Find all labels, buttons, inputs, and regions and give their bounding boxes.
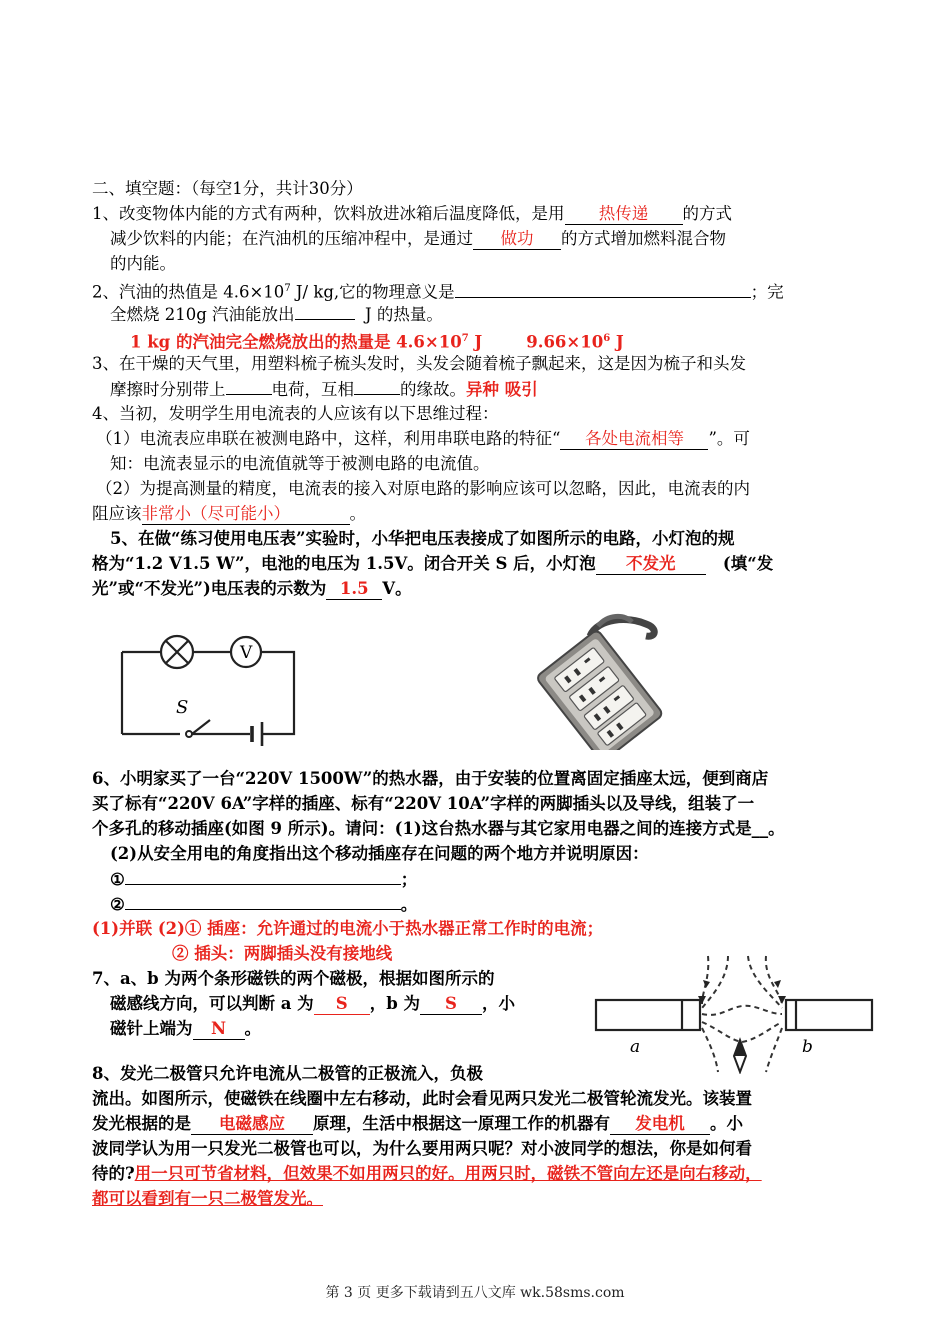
q4-answer-2: 非常小（尽可能小） xyxy=(142,504,350,525)
q6-blank-2-line: ② 。 xyxy=(110,895,418,914)
q3-answer: 异种 吸引 xyxy=(466,380,538,399)
q6-line4: (2)从安全用电的角度指出这个移动插座存在问题的两个地方并说明原因： xyxy=(110,844,649,863)
circuit-diagram xyxy=(112,622,307,752)
q1-answer-1: 热传递 xyxy=(565,204,683,225)
q3-line1: 3、在干燥的天气里，用塑料梳子梳头发时，头发会随着梳子飘起来，这是因为梳子和头发 xyxy=(92,354,746,373)
q3-line2: 摩擦时分别带上 电荷，互相 的缘故。异种 吸引 xyxy=(110,380,538,399)
magnet-b xyxy=(786,1000,872,1030)
q8-line5: 待的?用一只可节省材料，但效果不如用两只的好。用两只时，磁铁不管向左还是向右移动， xyxy=(92,1164,762,1183)
q5-line3: 光”或“不发光”)电压表的示数为 1.5 V。 xyxy=(92,579,412,598)
q7-answer-b: S xyxy=(420,994,482,1015)
q4-part2: （2）为提高测量的精度，电流表的接入对原电路的影响应该可以忽略，因此，电流表的内 xyxy=(96,479,750,498)
q8-answer-2: 发电机 xyxy=(610,1114,710,1135)
power-strip-image xyxy=(528,612,668,750)
q7-answer-a: S xyxy=(314,994,370,1015)
q6-answer-1: (1)并联 (2)① 插座：允许通过的电流小于热水器正常工作时的电流； xyxy=(92,919,604,938)
q4-part1: （1）电流表应串联在被测电路中，这样，利用串联电路的特征“ 各处电流相等 ”。可 xyxy=(96,429,750,448)
q6-blank-1-line: ① ； xyxy=(110,870,418,889)
q7-line2: 磁感线方向，可以判断 a 为 S ，b 为 S ，小 xyxy=(110,994,515,1013)
q4-answer-1: 各处电流相等 xyxy=(560,429,708,450)
voltmeter-label: V xyxy=(240,643,253,663)
q4-part2-cont: 阻应该非常小（尽可能小） 。 xyxy=(92,504,366,523)
q2-blank-2 xyxy=(295,303,355,320)
label-b: b xyxy=(802,1037,813,1057)
q7-line1: 7、a、b 为两个条形磁铁的两个磁极，根据如图所示的 xyxy=(92,969,495,988)
switch-lever xyxy=(192,720,210,734)
q6-line1: 6、小明家买了一台“220V 1500W”的热水器，由于安装的位置离固定插座太远，便到商店 xyxy=(92,769,769,788)
q8-line3: 发光根据的是 电磁感应 原理，生活中根据这一原理工作的机器有 发电机 。小 xyxy=(92,1114,743,1133)
q7-line3: 磁针上端为 N 。 xyxy=(110,1019,261,1038)
q2-answer: 1 kg 的汽油完全燃烧放出的热量是 $4.6\times 10^7$ J $9.66\times 10^6$ J xyxy=(130,332,624,352)
page-footer: 第 3 页 更多下载请到五八文库 wk.58sms.com xyxy=(325,1285,625,1301)
q4-part1-cont: 知：电流表显示的电流值就等于被测电路的电流值。 xyxy=(110,454,490,473)
magnet-field-diagram xyxy=(590,948,880,1074)
q6-line2: 买了标有“220V 6A”字样的插座、标有“220V 10A”字样的两脚插头以及导线，组装了一 xyxy=(92,794,755,813)
q6-blank-2 xyxy=(125,893,401,910)
q2-blank-1 xyxy=(455,281,751,298)
lamp-cross xyxy=(166,641,188,663)
switch-pivot xyxy=(186,731,192,737)
q1-line1: 1、改变物体内能的方式有两种，饮料放进冰箱后温度降低，是用 热传递 的方式 xyxy=(92,204,732,223)
q5-line1: 5、在做“练习使用电压表”实验时，小华把电压表接成了如图所示的电路，小灯泡的规 xyxy=(110,529,735,548)
q4-line1: 4、当初，发明学生用电流表的人应该有以下思维过程： xyxy=(92,404,499,423)
q6-blank-1 xyxy=(125,868,401,885)
q5-answer-2: 1.5 xyxy=(326,579,382,600)
q8-answer-4: 都可以看到有一只二极管发光。 xyxy=(92,1189,323,1208)
label-a: a xyxy=(630,1037,641,1057)
switch-label: S xyxy=(176,697,189,718)
q8-line2: 流出。如图所示，使磁铁在线圈中左右移动，此时会看见两只发光二极管轮流发光。该装置 xyxy=(92,1089,752,1108)
q8-line4: 波同学认为用一只发光二极管也可以，为什么要用两只呢？对小波同学的想法，你是如何看 xyxy=(92,1139,752,1158)
q2-line1: 2、汽油的热值是 $4.6\times 10^7$ J/ kg,它的物理意义是 ；完 xyxy=(92,282,784,302)
q8-line1: 8、发光二极管只允许电流从二极管的正极流入，负极 xyxy=(92,1064,483,1083)
q1-line3: 的内能。 xyxy=(110,254,176,273)
q6-answer-2: ② 插头：两脚插头没有接地线 xyxy=(172,944,393,963)
q5-line2: 格为“1.2 V1.5 W”，电池的电压为 1.5V。闭合开关 S 后，小灯泡 不发光 (填“发 xyxy=(92,554,774,573)
q1-line2: 减少饮料的内能；在汽油机的压缩冲程中，是通过 做功 的方式增加燃料混合物 xyxy=(110,229,726,248)
q6-line3: 个多孔的移动插座(如图 9 所示)。请问：(1)这台热水器与其它家用电器之间的连接方式是__。 xyxy=(92,819,785,838)
q5-answer-1: 不发光 xyxy=(596,554,706,575)
q1-answer-2: 做功 xyxy=(473,229,561,250)
q7-answer-needle: N xyxy=(193,1019,245,1040)
q8-answer-1: 电磁感应 xyxy=(191,1114,313,1135)
magnet-a xyxy=(596,1000,700,1030)
q8-answer-3: 用一只可节省材料，但效果不如用两只的好。用两只时，磁铁不管向左还是向右移动， xyxy=(134,1164,762,1183)
section-title: 二、填空题：（每空1分，共计30分） xyxy=(92,179,363,198)
q2-line2: 全燃烧 210g 汽油能放出 J 的热量。 xyxy=(110,305,443,324)
